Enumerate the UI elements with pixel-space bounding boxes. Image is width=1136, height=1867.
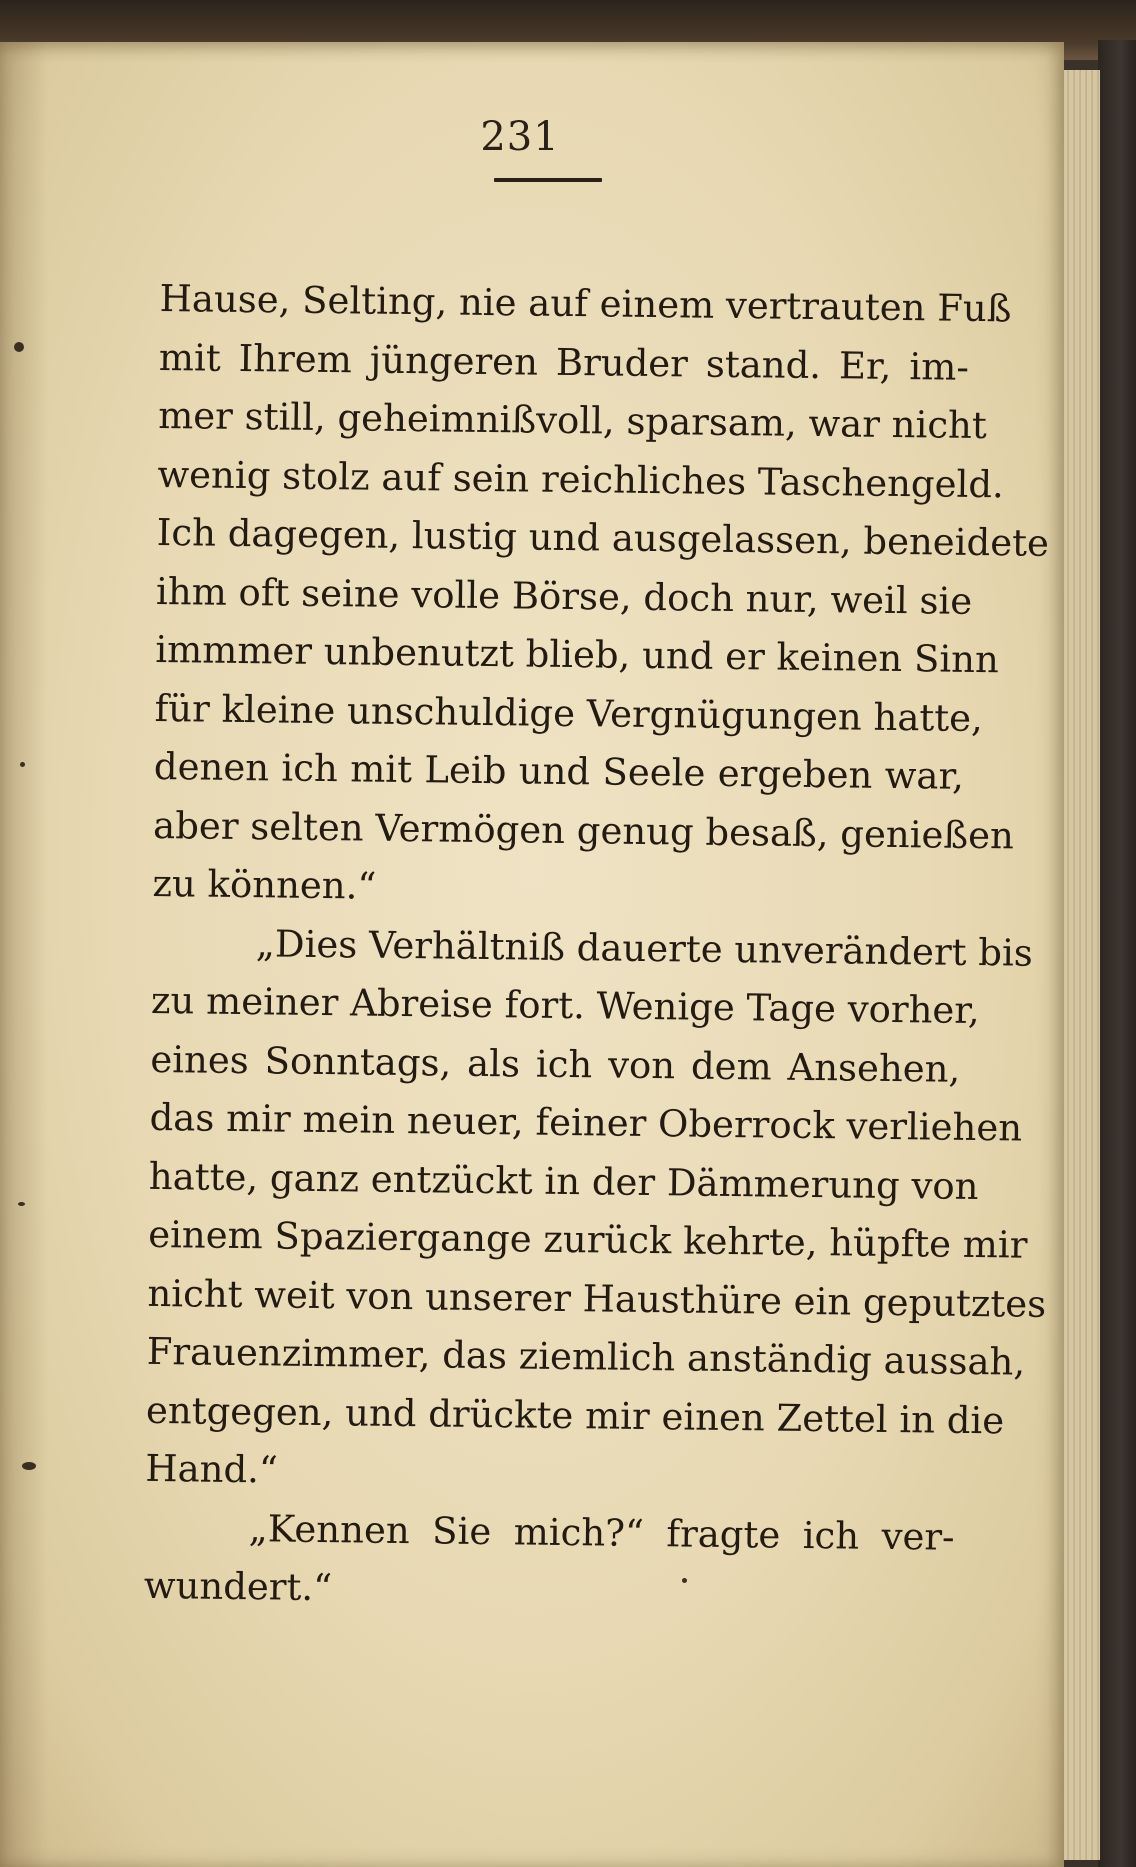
text-line: einem Spaziergange zurück kehrte, hüpfte mir [147, 1212, 1028, 1267]
text-line: wenig stolz auf sein reichliches Taschengeld. [157, 452, 1005, 506]
text-line: Ich dagegen, lustig und ausgelassen, beneidete [156, 510, 1050, 565]
text-line: immmer unbenutzt blieb, und er keinen Sinn [155, 627, 1000, 682]
paper-speck [682, 1578, 687, 1583]
text-line: Hause, Selting, nie auf einem vertrauten Fuß [159, 276, 1012, 331]
text-line: ihm oft seine volle Börse, doch nur, weil sie [155, 569, 973, 623]
text-line: zu können.“ [152, 861, 377, 908]
text-line: „Dies Verhältniß dauerte unverändert bis [255, 921, 1034, 975]
text-line: hatte, ganz entzückt in der Dämmerung von [148, 1154, 979, 1208]
text-line: eines Sonntags, als ich von dem Ansehen, [150, 1037, 961, 1091]
paper-speck [14, 342, 24, 352]
text-line: Hand.“ [145, 1446, 279, 1492]
text-line: „Kennen Sie mich?“ fragte ich ver- [248, 1506, 955, 1559]
header-rule [494, 178, 602, 182]
page-stack-edge [1062, 70, 1100, 1860]
book-cover-edge [1098, 40, 1136, 1867]
text-line: das mir mein neuer, feiner Oberrock verliehen [149, 1095, 1023, 1150]
paper-speck [20, 762, 25, 767]
body-text [143, 270, 1050, 1625]
text-line: entgegen, und drückte mir einen Zettel in die [145, 1388, 1005, 1442]
text-line: denen ich mit Leib und Seele ergeben war, [153, 744, 965, 798]
text-line: wundert.“ [143, 1563, 333, 1610]
text-line: aber selten Vermögen genug besaß, genießen [152, 803, 1015, 857]
page-gutter [0, 42, 48, 1867]
text-line: nicht weit von unserer Hausthüre ein geputztes [147, 1271, 1047, 1326]
text-line: für kleine unschuldige Vergnügungen hatte, [154, 686, 984, 740]
text-line: zu meiner Abreise fort. Wenige Tage vorher, [150, 978, 980, 1033]
paper-speck [18, 1202, 25, 1206]
page-number: 231 [480, 114, 560, 160]
text-line: mer still, geheimnißvoll, sparsam, war nicht [157, 393, 988, 448]
text-line: Frauenzimmer, das ziemlich anständig aussah, [146, 1329, 1026, 1384]
text-line: mit Ihrem jüngeren Bruder stand. Er, im- [158, 335, 970, 389]
paper-speck [22, 1462, 36, 1470]
book-page [0, 42, 1064, 1867]
